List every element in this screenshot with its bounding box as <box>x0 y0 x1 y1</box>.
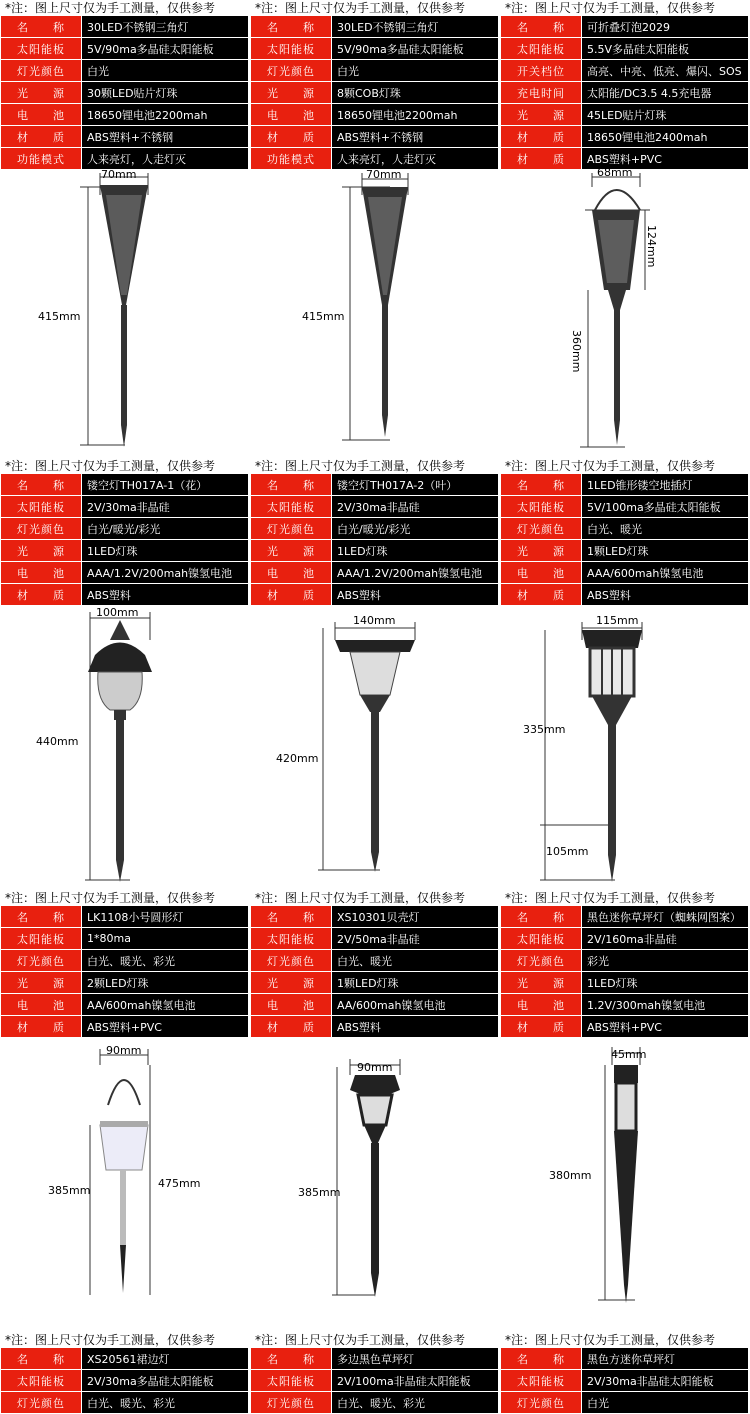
spec-row <box>501 906 748 928</box>
spec-card <box>251 890 498 1038</box>
spec-label: 灯光颜色 <box>1 518 81 539</box>
measurement-note: *注：图上尺寸仅为手工测量，仅供参考 <box>5 1 216 15</box>
spec-label: 灯光颜色 <box>1 1392 81 1413</box>
spec-label: 电 池 <box>1 562 81 583</box>
spec-value: XS10301贝壳灯 <box>331 906 498 927</box>
spec-row <box>501 994 748 1016</box>
spec-value: 18650锂电池2200mah <box>81 104 248 125</box>
spec-card <box>1 458 248 606</box>
spec-row <box>1 950 248 972</box>
spec-card <box>1 0 248 170</box>
spec-card <box>251 458 498 606</box>
spec-label: 名 称 <box>501 906 581 927</box>
height-dim: 415mm <box>38 310 81 323</box>
spec-label: 材 质 <box>501 148 581 169</box>
spec-value: 18650锂电池2400mah <box>581 126 748 147</box>
spec-row <box>251 540 498 562</box>
width-dim: 45mm <box>611 1048 647 1061</box>
spec-label: 名 称 <box>1 474 81 495</box>
spec-row <box>1 38 248 60</box>
spec-label: 名 称 <box>501 16 581 37</box>
width-dim: 70mm <box>101 168 137 181</box>
spec-value: AA/600mah镍氢电池 <box>81 994 248 1015</box>
spec-label: 灯光颜色 <box>251 60 331 81</box>
spec-label: 电 池 <box>251 104 331 125</box>
height-dim: 440mm <box>36 735 79 748</box>
spec-label: 电 池 <box>251 994 331 1015</box>
spec-row <box>501 972 748 994</box>
spec-label: 太阳能板 <box>251 496 331 517</box>
spec-card <box>1 1332 248 1414</box>
spec-row <box>251 1392 498 1414</box>
spec-label: 材 质 <box>1 584 81 605</box>
spec-row <box>1 1370 248 1392</box>
spec-value: 2V/30ma非晶硅 <box>331 496 498 517</box>
spec-label: 太阳能板 <box>501 38 581 59</box>
spec-label: 电 池 <box>501 994 581 1015</box>
spec-row <box>1 1392 248 1414</box>
measurement-note: *注：图上尺寸仅为手工测量，仅供参考 <box>505 459 716 473</box>
spec-value: ABS塑料 <box>581 584 748 605</box>
spec-value: 白光、暖光、彩光 <box>331 1392 498 1413</box>
height-dim-total: 360mm <box>570 330 583 373</box>
spec-value: 白光 <box>581 1392 748 1413</box>
height-dim-stake: 385mm <box>48 1184 91 1197</box>
width-dim: 68mm <box>597 166 633 179</box>
spec-label: 光 源 <box>1 540 81 561</box>
spec-label: 灯光颜色 <box>251 950 331 971</box>
spec-row <box>501 928 748 950</box>
spec-row <box>501 496 748 518</box>
spec-row <box>251 994 498 1016</box>
width-dim: 90mm <box>106 1044 142 1057</box>
spec-value: 黑色迷你草坪灯（蜘蛛网图案） <box>581 906 748 927</box>
spec-value: 2V/160ma非晶硅 <box>581 928 748 949</box>
spec-label: 材 质 <box>1 126 81 147</box>
spec-label: 灯光颜色 <box>1 950 81 971</box>
spec-value: AAA/1.2V/200mah镍氢电池 <box>331 562 498 583</box>
spec-label: 光 源 <box>501 540 581 561</box>
spec-row <box>251 104 498 126</box>
spec-row <box>1 928 248 950</box>
spec-value: AAA/600mah镍氢电池 <box>581 562 748 583</box>
spec-value: 2V/30ma多晶硅太阳能板 <box>81 1370 248 1391</box>
spec-row <box>501 104 748 126</box>
spec-card <box>1 890 248 1038</box>
width-dim: 100mm <box>96 606 139 619</box>
spec-label: 光 源 <box>251 82 331 103</box>
spec-value: 18650锂电池2200mah <box>331 104 498 125</box>
spec-value: 白光/暖光/彩光 <box>81 518 248 539</box>
spec-value: ABS塑料+不锈钢 <box>331 126 498 147</box>
spec-row <box>1 562 248 584</box>
spec-value: 45LED贴片灯珠 <box>581 104 748 125</box>
spec-card <box>501 890 748 1038</box>
spec-value: 人来亮灯，人走灯灭 <box>81 148 248 169</box>
spec-value: 太阳能/DC3.5 4.5充电器 <box>581 82 748 103</box>
spec-label: 名 称 <box>501 474 581 495</box>
spec-value: 多边黑色草坪灯 <box>331 1348 498 1369</box>
spec-row <box>501 474 748 496</box>
spec-row <box>1 518 248 540</box>
spec-label: 光 源 <box>251 540 331 561</box>
measurement-note: *注：图上尺寸仅为手工测量，仅供参考 <box>255 1 466 15</box>
spec-label: 光 源 <box>1 82 81 103</box>
spec-row <box>501 518 748 540</box>
spec-row <box>1 16 248 38</box>
spec-row <box>251 82 498 104</box>
spec-row <box>501 38 748 60</box>
spec-value: 镂空灯TH017A-2（叶） <box>331 474 498 495</box>
spec-label: 灯光颜色 <box>251 1392 331 1413</box>
spec-label: 灯光颜色 <box>251 518 331 539</box>
spec-label: 光 源 <box>501 104 581 125</box>
spec-value: 白光 <box>81 60 248 81</box>
height-dim: 420mm <box>276 752 319 765</box>
height-dim: 380mm <box>549 1169 592 1182</box>
measurement-note: *注：图上尺寸仅为手工测量，仅供参考 <box>255 891 466 905</box>
spec-row <box>251 38 498 60</box>
spec-label: 材 质 <box>501 126 581 147</box>
spec-value: 2V/30ma非晶硅 <box>81 496 248 517</box>
spec-value: 1LED灯珠 <box>331 540 498 561</box>
spec-label: 电 池 <box>1 994 81 1015</box>
spec-label: 开关档位 <box>501 60 581 81</box>
measurement-note: *注：图上尺寸仅为手工测量，仅供参考 <box>5 459 216 473</box>
height-dim-top: 124mm <box>645 225 658 268</box>
spec-label: 太阳能板 <box>251 928 331 949</box>
spec-label: 灯光颜色 <box>501 950 581 971</box>
spec-label: 电 池 <box>501 562 581 583</box>
spec-value: 1.2V/300mah镍氢电池 <box>581 994 748 1015</box>
spec-card <box>501 0 748 170</box>
spec-row <box>251 518 498 540</box>
spec-row <box>501 1392 748 1414</box>
spec-value: ABS塑料+PVC <box>581 1016 748 1037</box>
spec-label: 光 源 <box>501 972 581 993</box>
spec-label: 名 称 <box>251 474 331 495</box>
spec-value: 人来亮灯，人走灯灭 <box>331 148 498 169</box>
spec-row <box>251 1370 498 1392</box>
spec-value: 1颗LED灯珠 <box>331 972 498 993</box>
spec-value: 2V/50ma非晶硅 <box>331 928 498 949</box>
spec-value: 1颗LED灯珠 <box>581 540 748 561</box>
spec-row <box>1 104 248 126</box>
spec-value: 白光、暖光、彩光 <box>81 1392 248 1413</box>
spec-value: 白光、暖光 <box>581 518 748 539</box>
height-dim: 385mm <box>298 1186 341 1199</box>
width-dim: 90mm <box>357 1061 393 1074</box>
height-dim: 415mm <box>302 310 345 323</box>
measurement-note: *注：图上尺寸仅为手工测量，仅供参考 <box>5 891 216 905</box>
spec-row <box>1 496 248 518</box>
spec-row <box>251 1348 498 1370</box>
spec-label: 太阳能板 <box>251 38 331 59</box>
measurement-note: *注：图上尺寸仅为手工测量，仅供参考 <box>255 459 466 473</box>
spec-value: AAA/1.2V/200mah镍氢电池 <box>81 562 248 583</box>
spec-label: 材 质 <box>501 1016 581 1037</box>
spec-value: 8颗COB灯珠 <box>331 82 498 103</box>
spec-row <box>501 540 748 562</box>
spec-label: 太阳能板 <box>1 38 81 59</box>
spec-value: ABS塑料+PVC <box>81 1016 248 1037</box>
spec-row <box>1 540 248 562</box>
spec-value: ABS塑料+PVC <box>581 148 748 169</box>
spec-row <box>251 496 498 518</box>
spec-value: 5V/100ma多晶硅太阳能板 <box>581 496 748 517</box>
spec-label: 功能模式 <box>251 148 331 169</box>
spec-row <box>1 126 248 148</box>
spec-label: 充电时间 <box>501 82 581 103</box>
spec-label: 名 称 <box>251 1348 331 1369</box>
spec-card <box>251 1332 498 1414</box>
spec-value: 2V/100ma非晶硅太阳能板 <box>331 1370 498 1391</box>
spec-row <box>1 82 248 104</box>
spec-label: 名 称 <box>251 16 331 37</box>
spec-label: 太阳能板 <box>1 1370 81 1391</box>
spec-value: 30LED不锈钢三角灯 <box>81 16 248 37</box>
spec-row <box>501 16 748 38</box>
spec-card <box>501 1332 748 1414</box>
height-dim-total: 475mm <box>158 1177 201 1190</box>
spec-label: 灯光颜色 <box>1 60 81 81</box>
spec-value: 1LED灯珠 <box>81 540 248 561</box>
spec-value: 白光、暖光 <box>331 950 498 971</box>
spec-label: 材 质 <box>251 584 331 605</box>
spec-card <box>251 0 498 170</box>
measurement-note: *注：图上尺寸仅为手工测量，仅供参考 <box>505 1333 716 1347</box>
spec-row <box>251 60 498 82</box>
spec-value: 黑色方迷你草坪灯 <box>581 1348 748 1369</box>
spec-row <box>1 474 248 496</box>
spec-label: 名 称 <box>501 1348 581 1369</box>
spec-value: 白光/暖光/彩光 <box>331 518 498 539</box>
spec-value: LK1108小号圆形灯 <box>81 906 248 927</box>
spec-row <box>251 906 498 928</box>
height-dim-bottom: 105mm <box>546 845 589 858</box>
spec-label: 名 称 <box>1 1348 81 1369</box>
spec-row <box>251 950 498 972</box>
spec-row <box>501 562 748 584</box>
spec-label: 材 质 <box>1 1016 81 1037</box>
spec-label: 名 称 <box>1 906 81 927</box>
width-dim: 70mm <box>366 168 402 181</box>
spec-label: 材 质 <box>251 126 331 147</box>
spec-value: 1*80ma <box>81 928 248 949</box>
spec-label: 太阳能板 <box>1 496 81 517</box>
spec-value: XS20561裙边灯 <box>81 1348 248 1369</box>
spec-label: 太阳能板 <box>1 928 81 949</box>
spec-value: ABS塑料 <box>81 584 248 605</box>
spec-card <box>501 458 748 606</box>
spec-label: 名 称 <box>251 906 331 927</box>
spec-value: 白光 <box>331 60 498 81</box>
spec-value: 1LED锥形镂空地插灯 <box>581 474 748 495</box>
spec-value: ABS塑料+不锈钢 <box>81 126 248 147</box>
spec-label: 太阳能板 <box>251 1370 331 1391</box>
spec-value: 2颗LED灯珠 <box>81 972 248 993</box>
spec-row <box>501 1348 748 1370</box>
spec-label: 太阳能板 <box>501 1370 581 1391</box>
spec-row <box>501 126 748 148</box>
spec-row <box>251 972 498 994</box>
spec-row <box>1 906 248 928</box>
spec-value: 白光、暖光、彩光 <box>81 950 248 971</box>
spec-value: 1LED灯珠 <box>581 972 748 993</box>
measurement-note: *注：图上尺寸仅为手工测量，仅供参考 <box>505 891 716 905</box>
spec-row <box>1 1348 248 1370</box>
spec-value: 镂空灯TH017A-1（花） <box>81 474 248 495</box>
spec-row <box>251 474 498 496</box>
width-dim: 115mm <box>596 614 639 627</box>
spec-label: 灯光颜色 <box>501 1392 581 1413</box>
spec-row <box>251 16 498 38</box>
spec-value: AA/600mah镍氢电池 <box>331 994 498 1015</box>
spec-value: 30颗LED贴片灯珠 <box>81 82 248 103</box>
measurement-note: *注：图上尺寸仅为手工测量，仅供参考 <box>5 1333 216 1347</box>
spec-value: 5V/90ma多晶硅太阳能板 <box>81 38 248 59</box>
spec-value: 可折叠灯泡2029 <box>581 16 748 37</box>
spec-row <box>501 60 748 82</box>
spec-row <box>501 1370 748 1392</box>
spec-row <box>251 928 498 950</box>
spec-row <box>251 562 498 584</box>
spec-label: 材 质 <box>251 1016 331 1037</box>
spec-row <box>501 82 748 104</box>
spec-row <box>1 972 248 994</box>
spec-value: ABS塑料 <box>331 584 498 605</box>
spec-value: 30LED不锈钢三角灯 <box>331 16 498 37</box>
spec-label: 电 池 <box>251 562 331 583</box>
spec-row <box>1 60 248 82</box>
spec-label: 太阳能板 <box>501 496 581 517</box>
measurement-note: *注：图上尺寸仅为手工测量，仅供参考 <box>255 1333 466 1347</box>
spec-row <box>501 950 748 972</box>
height-dim-top: 335mm <box>523 723 566 736</box>
spec-label: 名 称 <box>1 16 81 37</box>
spec-value: 高亮、中亮、低亮、爆闪、SOS <box>581 60 748 81</box>
spec-label: 电 池 <box>1 104 81 125</box>
spec-label: 功能模式 <box>1 148 81 169</box>
spec-value: 2V/30ma非晶硅太阳能板 <box>581 1370 748 1391</box>
spec-value: 5.5V多晶硅太阳能板 <box>581 38 748 59</box>
spec-row <box>1 994 248 1016</box>
spec-row <box>251 126 498 148</box>
spec-value: 5V/90ma多晶硅太阳能板 <box>331 38 498 59</box>
width-dim: 140mm <box>353 614 396 627</box>
spec-label: 太阳能板 <box>501 928 581 949</box>
spec-label: 灯光颜色 <box>501 518 581 539</box>
spec-label: 光 源 <box>251 972 331 993</box>
spec-value: ABS塑料 <box>331 1016 498 1037</box>
spec-label: 材 质 <box>501 584 581 605</box>
measurement-note: *注：图上尺寸仅为手工测量，仅供参考 <box>505 1 716 15</box>
spec-value: 彩光 <box>581 950 748 971</box>
spec-label: 光 源 <box>1 972 81 993</box>
